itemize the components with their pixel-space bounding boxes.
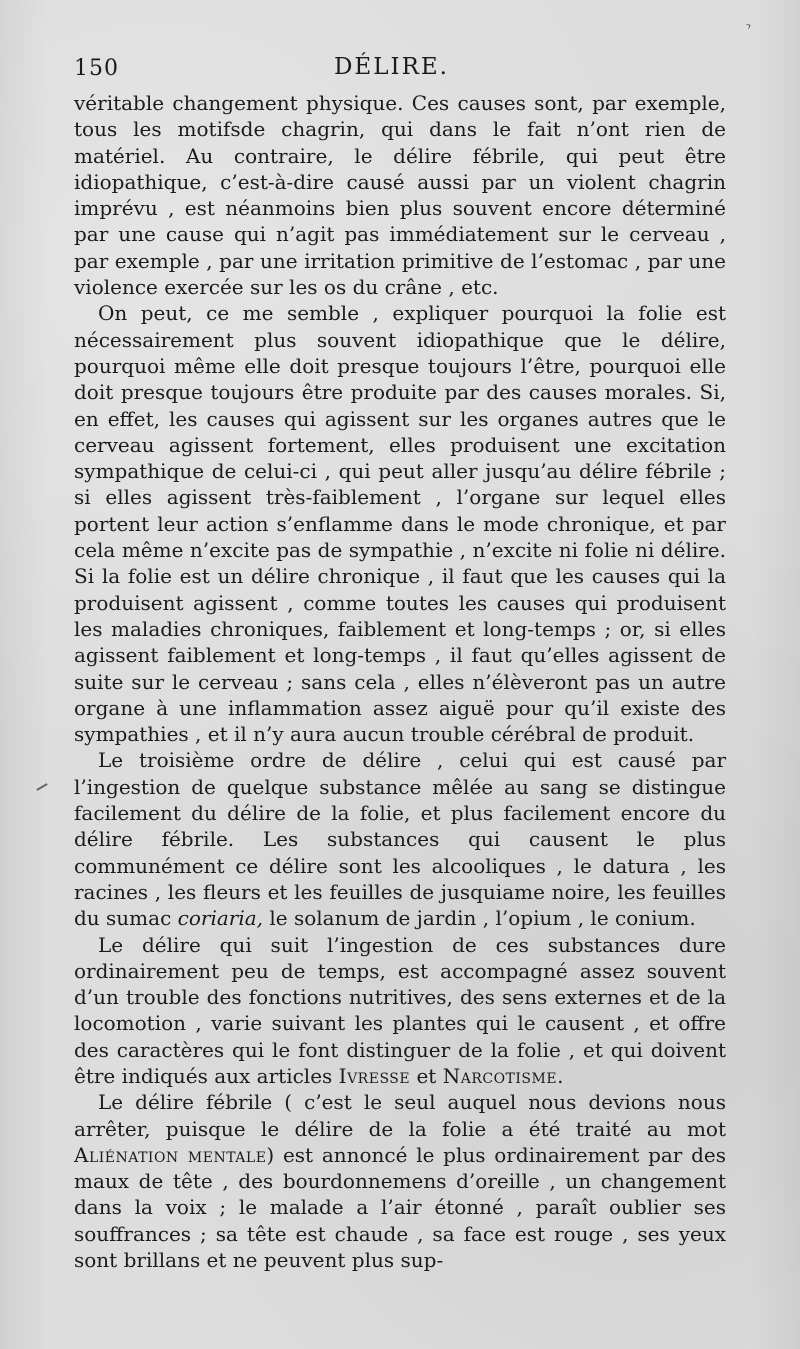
margin-mark: [36, 783, 47, 791]
page-number: 150: [74, 56, 119, 81]
corner-mark-icon: ›: [743, 17, 756, 35]
paragraph-2: [74, 300, 726, 747]
paragraph-5: [74, 1089, 726, 1273]
paragraph-1: [74, 90, 726, 300]
page-header: [74, 52, 729, 88]
running-title: DÉLIRE.: [333, 54, 449, 80]
paragraph-3-text-a: Le troisième ordre de délire , celui qui est causé par l’ingestion de quelque substance mêlée au sang se distingue facilement du délire de la folie, et plus facilement encore du délire fébrile. Les substances qui causent le plus communément ce délire sont les alcooliques , le datura , les racines , les fleurs et les feuilles de jusquiame noire, les feuilles du sumac: [74, 748, 726, 931]
paragraph-5-text-b: ) est annoncé le plus ordinairement par des maux de tête , des bourdonnemens d’oreille , un changement dans la voix ; le malade a l’air étonné , paraît oublier ses souffrances ; sa tête est chaude , sa face est rouge , ses yeux sont brillans et ne peuvent plus sup-: [74, 1142, 727, 1273]
paragraph-4-end: .: [557, 1063, 564, 1088]
paragraph-4-smallcaps-2: Narcotisme: [442, 1063, 558, 1088]
paragraph-4: [74, 932, 726, 1090]
paragraph-3-italic: coriaria,: [177, 906, 264, 931]
paragraph-1-text: véritable changement physique. Ces causes sont, par exemple, tous les motifsde chagrin, qui dans le fait n’ont rien de matériel. Au contraire, le délire fébrile, qui peut être idiopathique, c’est-à-dire causé aussi par un violent chagrin imprévu , est néanmoins bien plus souvent encore déterminé par une cause qui n’agit pas immédiatement sur le cerveau , par exemple , par une irritation primitive de l’estomac , par une violence exercée sur les os du crâne , etc.: [74, 91, 726, 300]
paragraph-3: [74, 747, 726, 931]
paragraph-4-mid: et: [410, 1063, 443, 1088]
paragraph-4-smallcaps-1: Ivresse: [338, 1063, 411, 1088]
paragraph-5-smallcaps: Aliénation mentale: [74, 1142, 267, 1167]
paragraph-5-text-a: Le délire fébrile ( c’est le seul auquel nous devions nous arrêter, puisque le délire de la folie a été traité au mot: [74, 1090, 726, 1141]
paragraph-2-text: On peut, ce me semble , expliquer pourquoi la folie est nécessairement plus souvent idiopathique que le délire, pourquoi même elle doit presque toujours l’être, pourquoi elle doit presque toujours être produite par des causes morales. Si, en effet, les causes qui agissent sur les organes autres que le cerveau agissent fortement, elles produisent une excitation sympathique de celui-ci , qui peut aller jusqu’au délire fébrile ; si elles agissent très-faiblement , l’organe sur lequel elles portent leur action s’enflamme dans le mode chronique, et par cela même n’excite pas de sympathie , n’excite ni folie ni délire. Si la folie est un délire chronique , il faut que les causes qui la produisent agissent , comme toutes les causes qui produisent les maladies chroniques, faiblement et long-temps ; or, si elles agissent faiblement et long-temps , il faut qu’elles agissent de suite sur le cerveau ; sans cela , elles n’élèveront pas un autre organe à une inflammation assez aiguë pour qu’il existe des sympathies , et il n’y aura aucun trouble cérébral de produit.: [74, 301, 726, 747]
main-text: [74, 90, 726, 1273]
paragraph-4-text-a: Le délire qui suit l’ingestion de ces substances dure ordinairement peu de temps, est accompagné assez souvent d’un trouble des fonctions nutritives, des sens externes et de la locomotion , varie suivant les plantes qui le causent , et offre des caractères qui le font distinguer de la folie , et qui doivent être indiqués aux articles: [74, 932, 726, 1088]
paragraph-3-text-b: le solanum de jardin , l’opium , le conium.: [263, 906, 696, 931]
